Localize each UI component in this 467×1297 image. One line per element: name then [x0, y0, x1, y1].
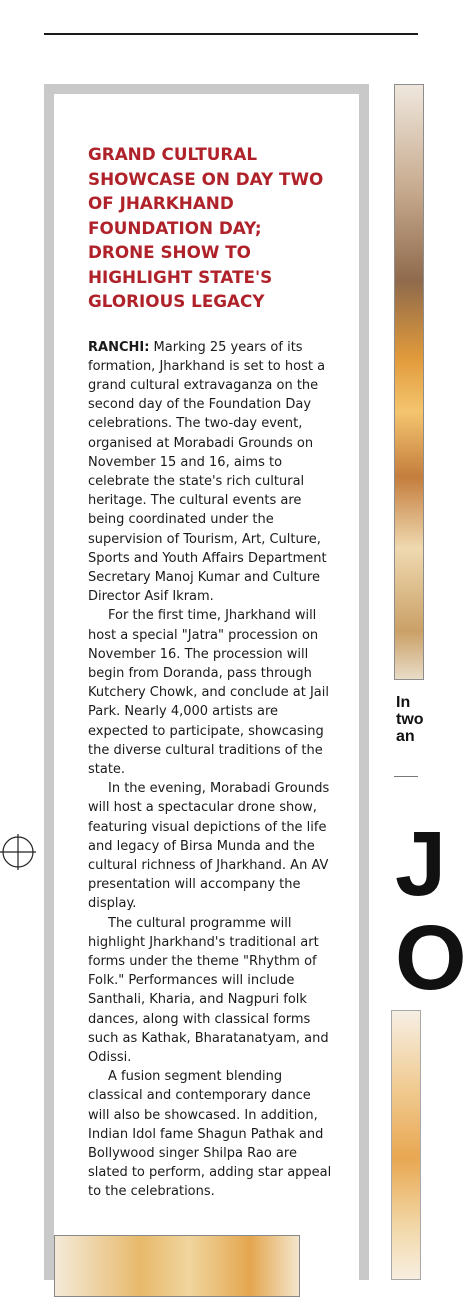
paragraph-5: A fusion segment blending classical and contemporary dance will also be showcased. In addition, Indian Idol fame Shagun Pathak and Bollywood singer Shilpa Rao are slated to perform, adding star appeal to the celebrations. — [88, 1069, 332, 1200]
paragraph-1 — [88, 338, 332, 607]
paragraph-3: In the evening, Morabadi Grounds will host a spectacular drone show, featuring visual depictions of the life and legacy of Birsa Munda and the cultural richness of Jharkhand. An AV presentation will accompany the display. — [88, 781, 330, 912]
article-inner — [54, 94, 359, 1280]
top-rule — [44, 33, 418, 35]
paragraph-4: The cultural programme will highlight Jharkhand's traditional art forms under the theme "Rhythm of Folk." Performances will include Santhali, Kharia, and Nagpuri folk dances, along with classical forms such as Kathak, Bharatanatyam, and Odissi. — [88, 915, 329, 1066]
adjacent-photo-bottom — [391, 1010, 421, 1280]
adjacent-caption-line: In — [396, 694, 411, 711]
article-body — [88, 338, 332, 1202]
paragraph-2: For the first time, Jharkhand will host a special "Jatra" procession on November 16. The procession will begin from Doranda, pass through Kutchery Chowk, and conclude at Jail Park. Nearly 4,000 artists are expected to participate, showcasing the diverse cultural traditions of the state. — [88, 608, 329, 777]
adjacent-caption — [396, 694, 424, 745]
adjacent-caption-line: two — [396, 711, 424, 728]
adjacent-headline-letter: O — [395, 907, 467, 1009]
paragraph-1-text: Marking 25 years of its formation, Jharkhand is set to host a grand cultural extravaganza on the second day of the Foundation Day celebrations. The two-day event, organised at Morabadi Grounds on November 15 and 16, aims to celebrate the state's rich cultural heritage. The cultural events are being coordinated under the supervision of Tourism, Art, Culture, Sports and Youth Affairs Department Secretary Manoj Kumar and Culture Director Asif Ikram. — [88, 339, 327, 605]
adjacent-caption-line: an — [396, 728, 415, 745]
article-thumbnail-image — [54, 1235, 300, 1297]
adjacent-rule — [394, 776, 418, 777]
adjacent-headline-letter: J — [395, 813, 447, 915]
article-headline: GRAND CULTURAL SHOWCASE ON DAY TWO OF JHARKHAND FOUNDATION DAY; DRONE SHOW TO HIGHLIGHT STATE'S GLORIOUS LEGACY — [88, 144, 324, 311]
dateline: RANCHI: — [88, 339, 150, 355]
adjacent-photo — [394, 84, 424, 680]
registration-mark-icon — [0, 834, 36, 870]
article-box — [44, 84, 369, 1280]
